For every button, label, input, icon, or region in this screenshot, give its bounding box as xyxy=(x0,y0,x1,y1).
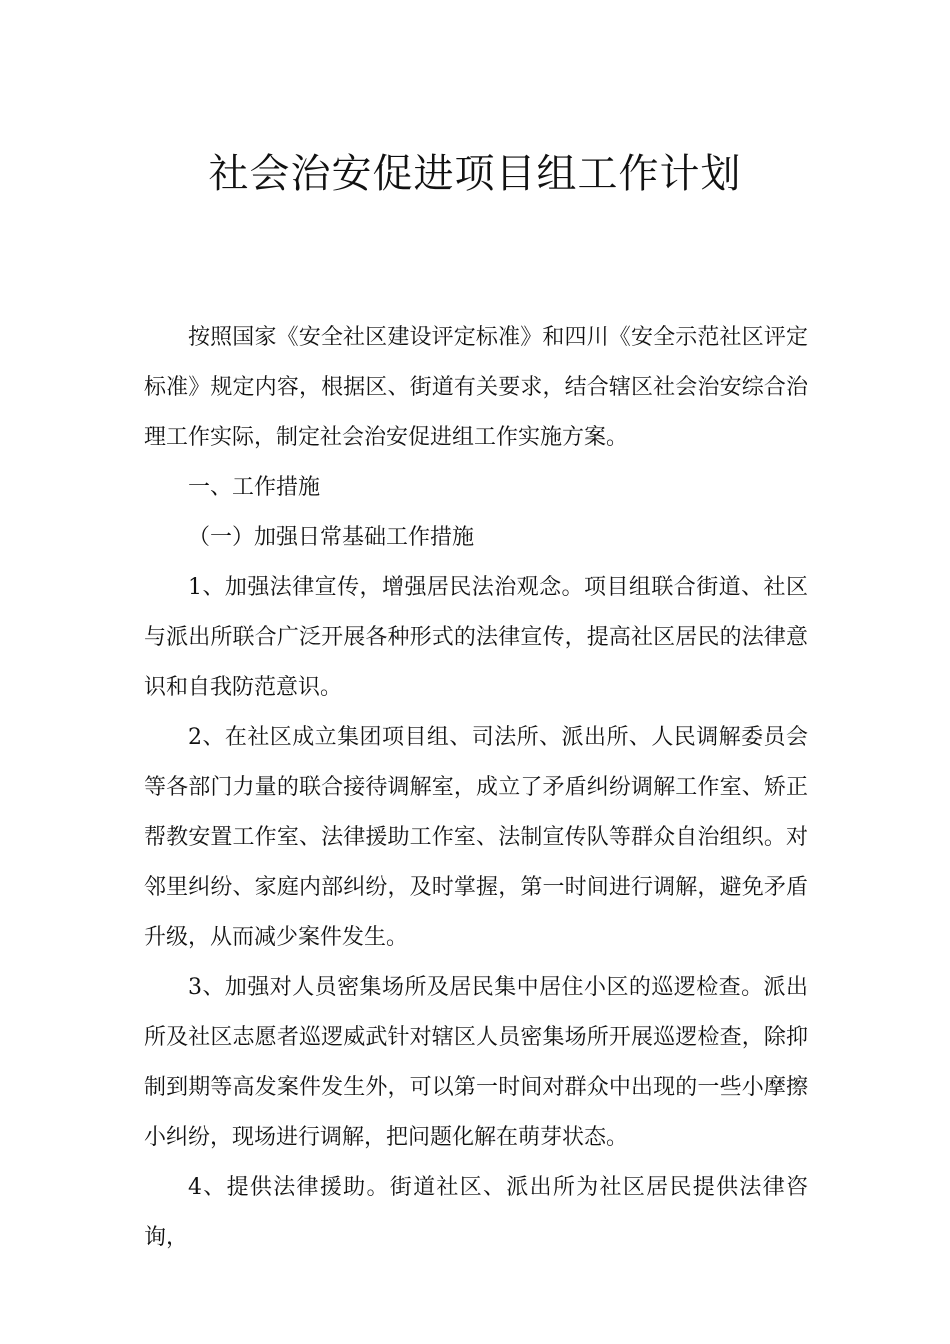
subsection-heading-daily-measures: （一）加强日常基础工作措施 xyxy=(188,525,475,550)
document-body xyxy=(144,313,808,1263)
paragraph-item-1: 1、加强法律宣传，增强居民法治观念。项目组联合街道、社区与派出所联合广泛开展各种形式的法律宣传，提高社区居民的法律意识和自我防范意识。 xyxy=(144,575,808,700)
paragraph-item-2: 2、在社区成立集团项目组、司法所、派出所、人民调解委员会等各部门力量的联合接待调解室，成立了矛盾纠纷调解工作室、矫正帮教安置工作室、法律援助工作室、法制宣传队等群众自治组织。对邻里纠纷、家庭内部纠纷，及时掌握，第一时间进行调解，避免矛盾升级，从而减少案件发生。 xyxy=(144,725,808,950)
section-heading-work-measures: 一、工作措施 xyxy=(188,475,321,500)
document-title: 社会治安促进项目组工作计划 xyxy=(208,151,742,197)
paragraph-item-4: 4、提供法律援助。街道社区、派出所为社区居民提供法律咨询， xyxy=(144,1175,808,1250)
paragraph-item-3: 3、加强对人员密集场所及居民集中居住小区的巡逻检查。派出所及社区志愿者巡逻威武针对辖区人员密集场所开展巡逻检查，除抑制到期等高发案件发生外，可以第一时间对群众中出现的一些小摩擦小纠纷，现场进行调解，把问题化解在萌芽状态。 xyxy=(144,975,808,1150)
paragraph-intro: 按照国家《安全社区建设评定标准》和四川《安全示范社区评定标准》规定内容，根据区、街道有关要求，结合辖区社会治安综合治理工作实际，制定社会治安促进组工作实施方案。 xyxy=(144,325,808,450)
